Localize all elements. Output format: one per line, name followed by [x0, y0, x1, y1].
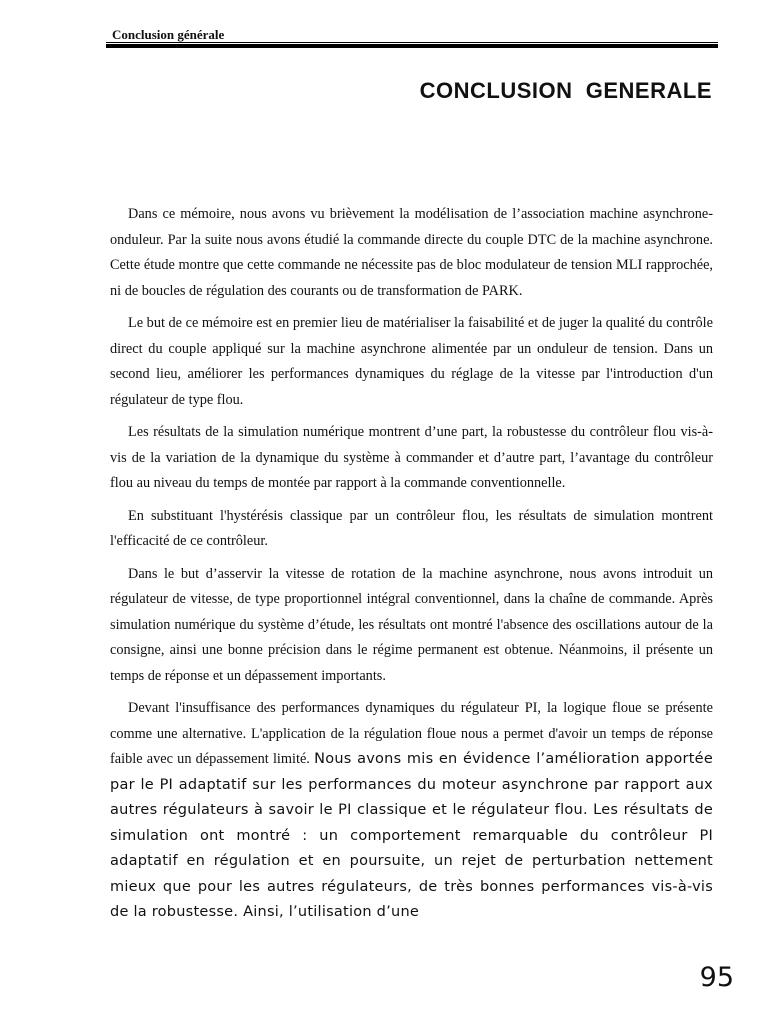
paragraph-6-serif-run: Devant l'insuffisance des performances dynamiques du régulateur PI, la logique floue se présente comme une alternative. L'application de la régulation floue nous a permet d'avoir un temps de réponse faible avec un dépassement limité. — [110, 700, 713, 767]
paragraph-2: Le but de ce mémoire est en premier lieu de matérialiser la faisabilité et de juger la qualité du contrôle direct du couple appliqué sur la machine asynchrone alimentée par un onduleur de tension. Dans un second lieu, améliorer les performances dynamiques du réglage de la vitesse par l'introduction d'un régulateur de type flou. — [110, 315, 713, 408]
paragraph-5: Dans le but d’asservir la vitesse de rotation de la machine asynchrone, nous avons introduit un régulateur de vitesse, de type proportionnel intégral conventionnel, dans la chaîne de commande. Après simulation numérique du système d’étude, les résultats ont montré l'absence des oscillations autour de la consigne, ainsi une bonne précision dans le régime permanent est obtenue. Néanmoins, il présente un temps de réponse et un dépassement importants. — [110, 565, 713, 684]
running-header: Conclusion générale — [112, 27, 225, 42]
paragraph-4: En substituant l'hystérésis classique par un contrôleur flou, les résultats de simulation montrent l'efficacité de ce contrôleur. — [110, 507, 713, 549]
header-rule-thick — [106, 44, 718, 48]
page-number: 95 — [699, 962, 734, 993]
header-rule-thin — [106, 42, 718, 43]
paragraph-3: Les résultats de la simulation numérique montrent d’une part, la robustesse du contrôleur flou vis-à-vis de la variation de la dynamique du système à commander et d’autre part, l’avantage du contrôleur flou au niveau du temps de montée par rapport à la commande conventionnelle. — [110, 424, 713, 491]
paragraph-1: Dans ce mémoire, nous avons vu brièvement la modélisation de l’association machine asynchrone-onduleur. Par la suite nous avons étudié la commande directe du couple DTC de la machine asynchrone. Cette étude montre que cette commande ne nécessite pas de bloc modulateur de tension MLI rapprochée, ni de boucles de régulation des courants ou de transformation de PARK. — [110, 206, 713, 299]
paragraph-6-sans-run: Nous avons mis en évidence l’amélioration apportée par le PI adaptatif sur les performances du moteur asynchrone par rapport aux autres régulateurs à savoir le PI classique et le régulateur flou. Les résultats de simulation ont montré : un comportement remarquable du contrôleur PI adaptatif en régulation et en poursuite, un rejet de perturbation nettement mieux que pour les autres régulateurs, de très bonnes performances vis-à-vis de la robustesse. Ainsi, l’utilisation d’une — [110, 751, 713, 920]
chapter-title: CONCLUSION GENERALE — [419, 78, 712, 103]
body-text — [110, 202, 713, 933]
paragraph-6 — [110, 696, 713, 926]
